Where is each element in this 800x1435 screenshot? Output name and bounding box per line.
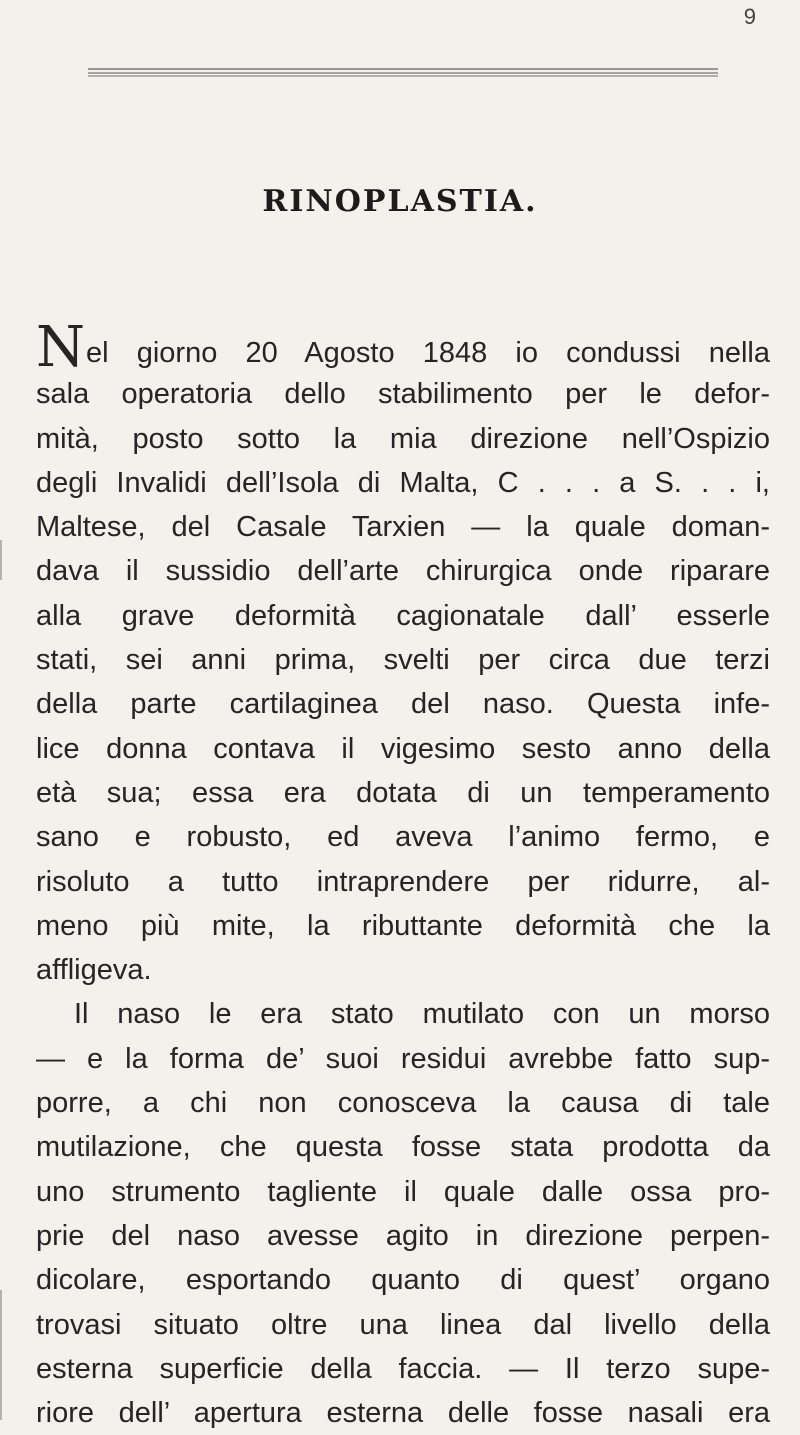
body-text bbox=[36, 315, 770, 1435]
text-line: uno strumento tagliente il quale dalle ossa pro- bbox=[36, 1175, 770, 1208]
text-line: affligeva. bbox=[36, 954, 152, 987]
text-line: riore dell’ apertura esterna delle fosse nasali era bbox=[36, 1397, 770, 1430]
text-line: — e la forma de’ suoi residui avrebbe fatto sup- bbox=[36, 1042, 770, 1075]
text-line: dicolare, esportando quanto di quest’ organo bbox=[36, 1264, 770, 1297]
text-line: lice donna contava il vigesimo sesto anno della bbox=[36, 732, 770, 765]
text-line: Maltese, del Casale Tarxien — la quale doman- bbox=[36, 511, 770, 544]
text-line: prie del naso avesse agito in direzione perpen- bbox=[36, 1219, 770, 1252]
text-line: trovasi situato oltre una linea dal livello della bbox=[36, 1308, 770, 1341]
header-rule bbox=[88, 68, 718, 78]
text-line: Il naso le era stato mutilato con un morso bbox=[74, 998, 770, 1031]
text-line: esterna superficie della faccia. — Il terzo supe- bbox=[36, 1352, 770, 1385]
margin-mark bbox=[0, 1290, 2, 1420]
text-line: meno più mite, la ributtante deformità che la bbox=[36, 909, 770, 942]
text-line: mità, posto sotto la mia direzione nell’Ospizio bbox=[36, 422, 770, 455]
text-line: età sua; essa era dotata di un temperamento bbox=[36, 776, 770, 809]
text-line: risoluto a tutto intraprendere per ridurre, al- bbox=[36, 865, 770, 898]
chapter-title: RINOPLASTIA. bbox=[262, 184, 538, 219]
text-line: degli Invalidi dell’Isola di Malta, C . . . a S. . . i, bbox=[36, 466, 770, 499]
text-line: alla grave deformità cagionatale dall’ esserle bbox=[36, 599, 770, 632]
text-line: Nel giorno 20 Agosto 1848 io condussi nella bbox=[36, 315, 770, 380]
text-line: stati, sei anni prima, svelti per circa due terzi bbox=[36, 644, 770, 677]
text-line: mutilazione, che questa fosse stata prodotta da bbox=[36, 1131, 770, 1164]
page-number: 9 bbox=[743, 4, 756, 29]
text-line: porre, a chi non conosceva la causa di tale bbox=[36, 1087, 770, 1120]
margin-mark bbox=[0, 540, 2, 580]
text-line: della parte cartilaginea del naso. Questa infe- bbox=[36, 688, 770, 721]
drop-cap: N bbox=[36, 315, 85, 380]
text-line: sano e robusto, ed aveva l’animo fermo, e bbox=[36, 821, 770, 854]
text-line: dava il sussidio dell’arte chirurgica onde riparare bbox=[36, 555, 770, 588]
text-line: sala operatoria dello stabilimento per le defor- bbox=[36, 378, 770, 411]
